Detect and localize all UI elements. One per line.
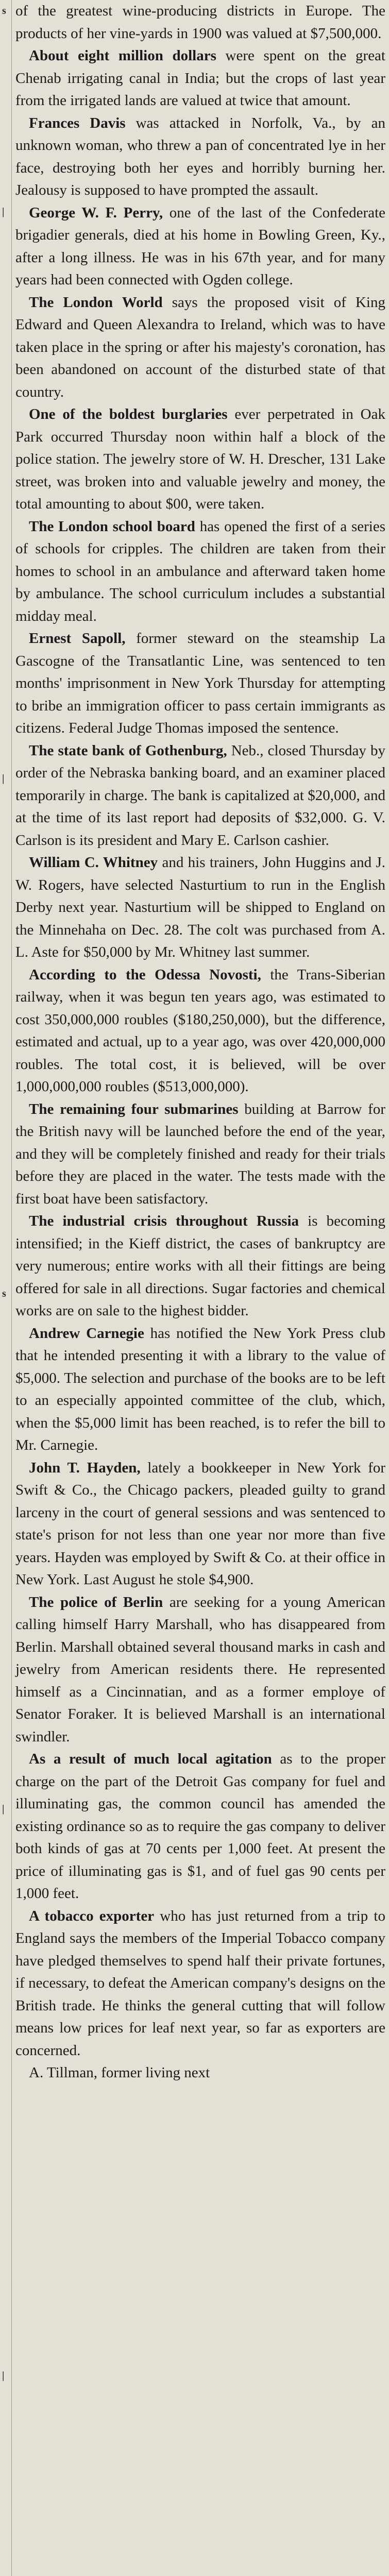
item-lead: As a result of much local agitation	[29, 1751, 272, 1767]
item-lead: William C. Whitney	[29, 854, 158, 871]
item-text: of the greatest wine-producing districts in Europe. The products of her vine-yards in 1900 was valued at $7,500,000.	[15, 3, 385, 42]
item-text: has opened the first of a series of schools for cripples. The children are taken from their homes to school in an ambulance and afterward taken home by ambulance. The school curriculum includes a substantial midday meal.	[15, 518, 385, 624]
news-item-submarines	[15, 1098, 385, 1211]
item-text: were spent on the great Chenab irrigating canal in India; but the crops of last year from the irrigated lands are valued at twice that amount.	[15, 47, 385, 109]
news-item-oak-park-burglary	[15, 403, 385, 516]
news-item-chenab-canal	[15, 45, 385, 112]
item-text: Neb., closed Thursday by order of the Nebraska banking board, and an examiner placed temporarily in charge. The bank is capitalized at $20,000, and at the time of its last report had deposits of $32,000. G. V. Carlson is its president and Mary E. Carlson cashier.	[15, 742, 386, 849]
item-lead: George W. F. Perry,	[29, 204, 163, 221]
news-item-truncated	[15, 2062, 385, 2084]
news-item-john-hayden	[15, 1457, 385, 1591]
item-lead: Frances Davis	[29, 114, 126, 131]
item-lead: One of the boldest burglaries	[29, 406, 228, 422]
item-lead: John T. Hayden,	[29, 1459, 141, 1476]
gutter-mark: |	[2, 773, 5, 784]
item-text: the Trans-Siberian railway, when it was begun ten years ago, was estimated to cost 350,000,000 roubles ($180,250,000), but the difference, estimated and actual, up to a year ago, was over 420,000,000 roubles. The total cost, it is believed, will be over 1,000,000,000 roubles ($513,000,000).	[15, 966, 385, 1095]
item-text: former steward on the steamship La Gascogne of the Transatlantic Line, was sentenced to ten months' imprisonment in New York Thursday for attempting to bribe an immigration officer to pass certain immigrants as citizens. Federal Judge Thomas imposed the sentence.	[15, 630, 385, 736]
news-item-russia-crisis	[15, 1210, 385, 1323]
news-item-london-world	[15, 292, 385, 404]
item-text: and his trainers, John Huggins and J. W. Rogers, have selected Nasturtium to run in the English Derby next year. Nasturtium will be shipped to England on the Minnehaha on Dec. 28. The colt was purchased from A. L. Aste for $50,000 by Mr. Whitney last summer.	[15, 854, 385, 960]
item-lead: Ernest Sapoll,	[29, 630, 126, 647]
news-item-frances-davis	[15, 112, 385, 202]
item-text: who has just returned from a trip to England says the members of the Imperial Tobacco company have pledged themselves to spend half their private fortunes, if necessary, to defeat the American company's designs on the British trade. He thinks the general cutting that will follow means low prices for leaf next year, so far as exporters are concerned.	[15, 1907, 385, 2059]
item-text: A. Tillman, former living next	[29, 2064, 210, 2081]
gutter-mark: s	[2, 5, 6, 16]
item-text: has notified the New York Press club that he intended presenting it with a library to the value of $5,000. The selection and purchase of the books are to be left to an especially appointed committee of the club, which, when the $5,000 limit has been reached, is to refer the bill to Mr. Carnegie.	[15, 1325, 386, 1453]
item-lead: A tobacco exporter	[29, 1907, 155, 1924]
news-item-london-school-board	[15, 516, 385, 628]
adjacent-column-fragment	[0, 0, 11, 2576]
gutter-mark: s	[2, 1288, 6, 1299]
gutter-mark: |	[2, 2370, 5, 2381]
item-text: is becoming intensified; in the Kieff district, the cases of bankruptcy are very numerous; entire works with all their fittings are being offered for sale in all directions. Sugar factories and chemical works are on sale to the highest bidder.	[15, 1213, 385, 1319]
item-lead: The London World	[29, 294, 163, 311]
news-item-gothenburg-bank	[15, 740, 385, 852]
item-lead: Andrew Carnegie	[29, 1325, 144, 1342]
news-column	[15, 0, 385, 2084]
item-lead: The remaining four submarines	[29, 1100, 239, 1117]
item-text: ever perpetrated in Oak Park occurred Thursday noon within half a block of the police station. The jewelry store of W. H. Drescher, 131 Lake street, was broken into and valuable jewelry and money, the total amounting to about $00, were taken.	[15, 406, 385, 512]
item-lead: The industrial crisis throughout Russia	[29, 1213, 299, 1229]
news-item-ernest-sapoll	[15, 628, 385, 740]
news-item-william-whitney	[15, 852, 385, 964]
item-lead: According to the Odessa Novosti,	[29, 966, 261, 983]
item-lead: The London school board	[29, 518, 195, 535]
item-text: one of the last of the Confederate brigadier generals, died at his home in Bowling Green, Ky., after a long illness. He was in his 67th year, and for many years had been connected with Ogden college.	[15, 204, 385, 288]
item-text: was attacked in Norfolk, Va., by an unknown woman, who threw a pan of concentrated lye in her face, destroying both her eyes and horribly burning her. Jealousy is supposed to have prompted the assault.	[15, 114, 385, 198]
news-item-trans-siberian	[15, 964, 385, 1098]
item-text: as to the proper charge on the part of the Detroit Gas company for fuel and illuminating gas, the common council has amended the existing ordinance so as to require the gas company to deliver both kinds of gas at 70 cents per 1,000 feet. At present the price of illuminating gas is $1, and of fuel gas 90 cents per 1,000 feet.	[15, 1751, 385, 1902]
news-item-berlin-police	[15, 1591, 385, 1749]
news-item-andrew-carnegie	[15, 1323, 385, 1457]
item-lead: The state bank of Gothenburg,	[29, 742, 227, 759]
item-text: building at Barrow for the British navy will be launched before the end of the year, and they will be completely finished and ready for their trials before they are placed in the water. The tests made with the first boat have been satisfactory.	[15, 1100, 385, 1207]
item-lead: About eight million dollars	[29, 47, 216, 64]
item-text: says the proposed visit of King Edward and Queen Alexandra to Ireland, which was to have taken place in the spring or after his majesty's coronation, has been abandoned on account of the disturbed state of that country.	[15, 294, 385, 400]
gutter-mark: |	[2, 206, 5, 217]
news-item-wine-districts	[15, 0, 385, 45]
column-rule	[11, 0, 12, 2576]
item-text: are seeking for a young American calling himself Harry Marshall, who has disappeared from Berlin. Marshall obtained several thousand marks in cash and jewelry from American residents there. He represented himself as a Cincinnatian, and as a former employe of Senator Foraker. It is believed Marshall is an international swindler.	[15, 1594, 385, 1745]
item-text: lately a bookkeeper in New York for Swift & Co., the Chicago packers, pleaded guilty to grand larceny in the court of general sessions and was sentenced to state's prison for not less than one year nor more than five years. Hayden was employed by Swift & Co. at their office in New York. Last August he stole $4,900.	[15, 1459, 386, 1588]
gutter-mark: |	[2, 1803, 5, 1815]
news-item-george-perry	[15, 202, 385, 292]
news-item-detroit-gas	[15, 1748, 385, 1905]
news-item-tobacco-exporter	[15, 1905, 385, 2062]
item-lead: The police of Berlin	[29, 1594, 163, 1611]
